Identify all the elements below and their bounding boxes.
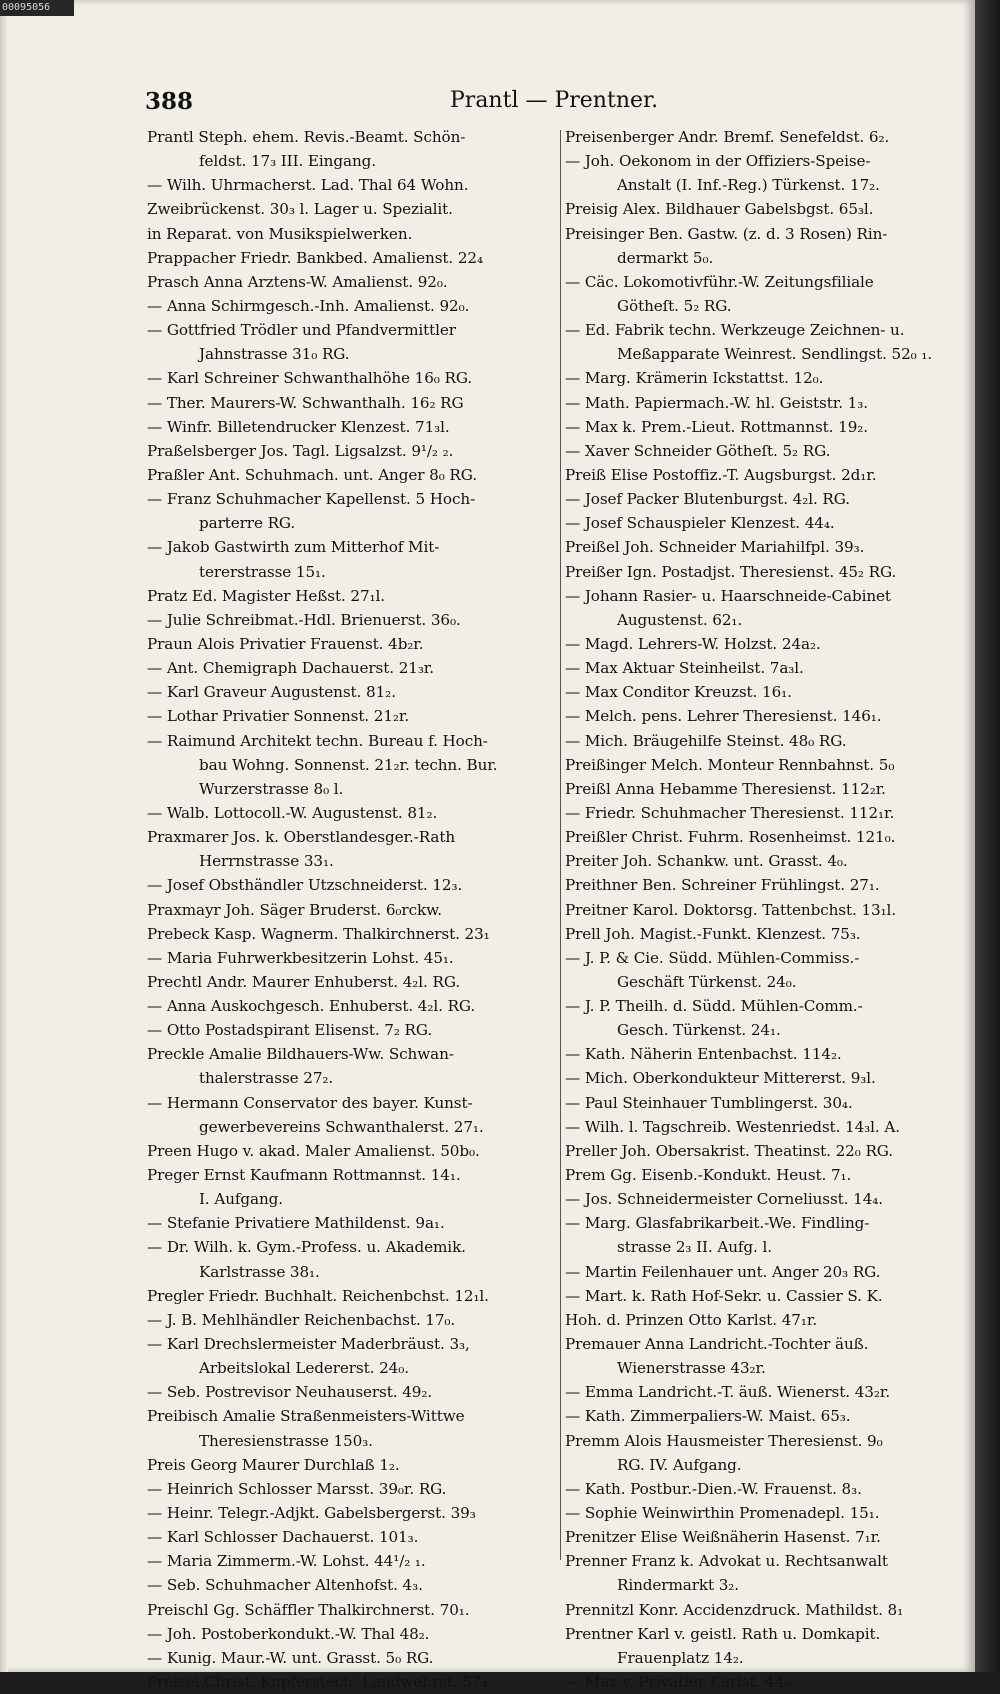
directory-entry-line: Preithner Ben. Schreiner Frühlingst. 27₁. xyxy=(565,876,880,895)
directory-entry-line: — Walb. Lottocoll.-W. Augustenst. 81₂. xyxy=(147,803,438,822)
directory-entry-line: — Wilh. Uhrmacherst. Lad. Thal 64 Wohn. xyxy=(147,176,469,195)
directory-entry-line: Praun Alois Privatier Frauenst. 4b₂r. xyxy=(147,634,424,653)
directory-entry-line: Preckle Amalie Bildhauers-Ww. Schwan- xyxy=(147,1045,454,1064)
directory-entry-line: Prentner Karl v. geistl. Rath u. Domkapit. xyxy=(565,1624,881,1643)
directory-entry-line: — Seb. Schuhmacher Altenhofst. 4₃. xyxy=(147,1576,423,1595)
directory-entry-line: Preisig Alex. Bildhauer Gabelsbgst. 65₃l. xyxy=(565,200,874,219)
directory-entry-line: — Winfr. Billetendrucker Klenzest. 71₃l. xyxy=(147,417,450,436)
directory-entry-line: Preger Ernst Kaufmann Rottmannst. 14₁. xyxy=(147,1166,461,1185)
directory-entry-line: — Heinr. Telegr.-Adjkt. Gabelsbergerst. 39₃ xyxy=(147,1504,476,1523)
directory-entry-line: — Jos. Schneidermeister Corneliusst. 14₄. xyxy=(565,1190,883,1209)
running-title: Prantl — Prentner. xyxy=(450,88,659,113)
directory-entry-line: Pratz Ed. Magister Heßst. 27₁l. xyxy=(147,586,386,605)
directory-entry-line: — Magd. Lehrers-W. Holzst. 24a₂. xyxy=(565,634,821,653)
directory-entry-line: — Emma Landricht.-T. äuß. Wienerst. 43₂r. xyxy=(565,1383,891,1402)
directory-entry-line: Preisinger Ben. Gastw. (z. d. 3 Rosen) Rin- xyxy=(565,224,888,243)
directory-entry-line: Prem Gg. Eisenb.-Kondukt. Heust. 7₁. xyxy=(565,1166,852,1185)
directory-entry-line: Zweibrückenst. 30₃ l. Lager u. Spezialit. xyxy=(147,200,453,219)
directory-entry-line: — Mart. k. Rath Hof-Sekr. u. Cassier S. K. xyxy=(565,1286,883,1305)
directory-entry-line: — J. P. & Cie. Südd. Mühlen-Commiss.- xyxy=(565,948,860,967)
directory-entry-line: Prantl Steph. ehem. Revis.-Beamt. Schön- xyxy=(147,128,466,146)
directory-entry-line: — Ed. Fabrik techn. Werkzeuge Zeichnen- u. xyxy=(565,321,905,340)
scan-border xyxy=(975,0,1000,1672)
directory-entry-line: — Ther. Maurers-W. Schwanthalh. 16₂ RG xyxy=(147,393,464,412)
directory-entry-line: Prennitzl Konr. Accidenzdruck. Mathildst. 8₁ xyxy=(565,1600,904,1619)
directory-entry-line: Karlstrasse 38₁. xyxy=(199,1262,320,1281)
directory-entry-line: — Seb. Postrevisor Neuhauserst. 49₂. xyxy=(147,1383,433,1402)
directory-entry-line: bau Wohng. Sonnenst. 21₂r. techn. Bur. xyxy=(199,755,498,774)
directory-entry-line: Herrnstrasse 33₁. xyxy=(199,852,334,871)
directory-entry-line: — Karl Drechslermeister Maderbräust. 3₃, xyxy=(147,1335,470,1354)
directory-entry-line: — Josef Schauspieler Klenzest. 44₄. xyxy=(565,514,835,533)
directory-entry-line: Gesch. Türkenst. 24₁. xyxy=(617,1021,781,1040)
directory-entry-line: Prebeck Kasp. Wagnerm. Thalkirchnerst. 23₁ xyxy=(147,924,490,943)
directory-entry-line: — Joh. Postoberkondukt.-W. Thal 48₂. xyxy=(147,1624,430,1643)
directory-entry-line: Preißer Ign. Postadjst. Theresienst. 45₂ RG. xyxy=(565,562,897,581)
directory-entry-line: Preis Georg Maurer Durchlaß 1₂. xyxy=(147,1455,400,1474)
directory-entry-line: tererstrasse 15₁. xyxy=(199,562,326,581)
directory-entry-line: — Mich. Bräugehilfe Steinst. 48₀ RG. xyxy=(565,731,847,750)
directory-entry-line: — Wilh. l. Tagschreib. Westenriedst. 14₃l. A. xyxy=(565,1117,900,1136)
directory-entry-line: — Otto Postadspirant Elisenst. 7₂ RG. xyxy=(147,1021,433,1040)
directory-entry-line: — Josef Packer Blutenburgst. 4₂l. RG. xyxy=(565,490,850,509)
page-edge xyxy=(0,0,8,1672)
directory-entry-line: — Cäc. Lokomotivführ.-W. Zeitungsfiliale xyxy=(565,272,874,291)
directory-entry-line: — Johann Rasier- u. Haarschneide-Cabinet xyxy=(565,586,891,605)
directory-entry-line: Praxmayr Joh. Säger Bruderst. 6₀rckw. xyxy=(147,900,442,919)
directory-entry-line: — Kath. Postbur.-Dien.-W. Frauenst. 8₃. xyxy=(565,1479,862,1498)
directory-entry-line: Preen Hugo v. akad. Maler Amalienst. 50b₀. xyxy=(147,1141,480,1160)
directory-entry-line: — Maria Zimmerm.-W. Lohst. 44¹/₂ ₁. xyxy=(147,1552,426,1571)
directory-entry-line: — Franz Schuhmacher Kapellenst. 5 Hoch- xyxy=(147,490,476,509)
directory-entry-line: — J. B. Mehlhändler Reichenbachst. 17₀. xyxy=(147,1310,456,1329)
page-header xyxy=(145,88,845,120)
directory-entry-line: Hoh. d. Prinzen Otto Karlst. 47₁r. xyxy=(565,1310,818,1329)
directory-entry-line: — Max v. Privatier Karlst. 44₀. xyxy=(565,1673,795,1691)
directory-entry-line: — Max Conditor Kreuzst. 16₁. xyxy=(565,683,792,702)
directory-entry-line: I. Aufgang. xyxy=(199,1190,284,1209)
directory-entry-line: Prenitzer Elise Weißnäherin Hasenst. 7₁r. xyxy=(565,1528,881,1547)
directory-entry-line: RG. IV. Aufgang. xyxy=(617,1455,742,1474)
directory-entry-line: feldst. 17₃ III. Eingang. xyxy=(199,152,376,171)
directory-entry-line: — Lothar Privatier Sonnenst. 21₂r. xyxy=(147,707,410,726)
directory-entry-line: — Ant. Chemigraph Dachauerst. 21₃r. xyxy=(147,659,435,678)
left-column xyxy=(147,125,555,1691)
directory-entry-line: — Kath. Näherin Entenbachst. 114₂. xyxy=(565,1045,842,1064)
directory-entry-line: Rindermarkt 3₂. xyxy=(617,1576,739,1595)
directory-entry-line: — Marg. Glasfabrikarbeit.-We. Findling- xyxy=(565,1214,870,1233)
directory-entry-line: — Max Aktuar Steinheilst. 7a₃l. xyxy=(565,659,804,678)
directory-entry-line: — J. P. Theilh. d. Südd. Mühlen-Comm.- xyxy=(565,997,863,1016)
directory-entry-line: Theresienstrasse 150₃. xyxy=(199,1431,373,1450)
directory-entry-line: — Karl Graveur Augustenst. 81₂. xyxy=(147,683,396,702)
directory-entry-line: — Mich. Oberkondukteur Mittererst. 9₃l. xyxy=(565,1069,876,1088)
directory-entry-line: Arbeitslokal Ledererst. 24₀. xyxy=(199,1359,409,1378)
directory-entry-line: Preißler Christ. Fuhrm. Rosenheimst. 121₀. xyxy=(565,828,896,847)
directory-entry-line: — Josef Obsthändler Utzschneiderst. 12₃. xyxy=(147,876,463,895)
column-divider xyxy=(560,130,561,1560)
directory-entry-line: — Math. Papiermach.-W. hl. Geiststr. 1₃. xyxy=(565,393,868,412)
directory-entry-line: Premauer Anna Landricht.-Tochter äuß. xyxy=(565,1335,869,1354)
directory-entry-line: Wienerstrasse 43₂r. xyxy=(617,1359,766,1378)
directory-entry-line: — Martin Feilenhauer unt. Anger 20₃ RG. xyxy=(565,1262,881,1281)
directory-entry-line: Praßelsberger Jos. Tagl. Ligsalzst. 9¹/₂ ₂. xyxy=(147,441,454,460)
directory-entry-line: — Paul Steinhauer Tumblingerst. 30₄. xyxy=(565,1093,853,1112)
directory-entry-line: Preißinger Melch. Monteur Rennbahnst. 5₀ xyxy=(565,755,895,774)
directory-entry-line: — Heinrich Schlosser Marsst. 39₀r. RG. xyxy=(147,1479,447,1498)
directory-entry-line: — Anna Schirmgesch.-Inh. Amalienst. 92₀. xyxy=(147,296,470,315)
directory-entry-line: Jahnstrasse 31₀ RG. xyxy=(199,345,350,364)
directory-entry-line: — Gottfried Trödler und Pfandvermittler xyxy=(147,321,456,340)
directory-entry-line: — Joh. Oekonom in der Offiziers-Speise- xyxy=(565,152,871,171)
directory-entry-line: — Sophie Weinwirthin Promenadepl. 15₁. xyxy=(565,1504,880,1523)
directory-entry-line: Wurzerstrasse 8₀ l. xyxy=(199,779,344,798)
page-number: 388 xyxy=(145,88,194,115)
directory-entry-line: strasse 2₃ II. Aufg. l. xyxy=(617,1238,772,1257)
directory-entry-line: Prenner Franz k. Advokat u. Rechtsanwalt xyxy=(565,1552,888,1571)
directory-entry-line: Prechtl Andr. Maurer Enhuberst. 4₂l. RG. xyxy=(147,972,461,991)
directory-entry-line: — Raimund Architekt techn. Bureau f. Hoch- xyxy=(147,731,488,750)
directory-entry-line: parterre RG. xyxy=(199,514,296,533)
directory-entry-line: — Maria Fuhrwerkbesitzerin Lohst. 45₁. xyxy=(147,948,454,967)
directory-entry-line: — Melch. pens. Lehrer Theresienst. 146₁. xyxy=(565,707,882,726)
directory-entry-line: in Reparat. von Musikspielwerken. xyxy=(147,224,413,243)
directory-entry-line: Geschäft Türkenst. 24₀. xyxy=(617,972,797,991)
directory-entry-line: Praßler Ant. Schuhmach. unt. Anger 8₀ RG. xyxy=(147,465,477,484)
directory-entry-line: — Kath. Zimmerpaliers-W. Maist. 65₃. xyxy=(565,1407,851,1426)
directory-entry-line: Prasch Anna Arztens-W. Amalienst. 92₀. xyxy=(147,272,448,291)
directory-entry-line: Götheſt. 5₂ RG. xyxy=(617,296,732,315)
scan-label: 00095056 xyxy=(0,0,74,16)
directory-entry-line: — Jakob Gastwirth zum Mitterhof Mit- xyxy=(147,538,440,557)
directory-entry-line: Preisenberger Andr. Bremf. Senefeldst. 6₂. xyxy=(565,128,890,146)
directory-entry-line: Preiter Joh. Schankw. unt. Grasst. 4₀. xyxy=(565,852,848,871)
directory-entry-line: Preißel Joh. Schneider Mariahilfpl. 39₃. xyxy=(565,538,865,557)
directory-entry-line: — Stefanie Privatiere Mathildenst. 9a₁. xyxy=(147,1214,445,1233)
right-column xyxy=(565,125,970,1691)
directory-entry-line: Meßapparate Weinrest. Sendlingst. 52₀ ₁. xyxy=(617,345,933,364)
directory-entry-line: Anstalt (I. Inf.-Reg.) Türkenst. 17₂. xyxy=(617,176,880,195)
directory-entry-line: Preiß Elise Postoffiz.-T. Augsburgst. 2d₁r. xyxy=(565,465,877,484)
directory-entry-line: — Friedr. Schuhmacher Theresienst. 112₁r. xyxy=(565,803,895,822)
directory-entry-line: Preisel Christ. Kupferstech. Landwehrst. 57₄. xyxy=(147,1673,493,1691)
directory-entry-line: Premm Alois Hausmeister Theresienst. 9₀ xyxy=(565,1431,883,1450)
directory-entry-line: Frauenplatz 14₂. xyxy=(617,1648,744,1667)
directory-entry-line: — Karl Schreiner Schwanthalhöhe 16₀ RG. xyxy=(147,369,473,388)
directory-entry-line: — Hermann Conservator des bayer. Kunst- xyxy=(147,1093,473,1112)
directory-entry-line: — Max k. Prem.-Lieut. Rottmannst. 19₂. xyxy=(565,417,868,436)
directory-entry-line: Preitner Karol. Doktorsg. Tattenbchst. 13₁l. xyxy=(565,900,897,919)
directory-entry-line: Preischl Gg. Schäffler Thalkirchnerst. 70₁. xyxy=(147,1600,470,1619)
directory-entry-line: — Julie Schreibmat.-Hdl. Brienuerst. 36₀. xyxy=(147,610,461,629)
directory-entry-line: Preißl Anna Hebamme Theresienst. 112₂r. xyxy=(565,779,886,798)
directory-entry-line: — Kunig. Maur.-W. unt. Grasst. 5₀ RG. xyxy=(147,1648,434,1667)
directory-entry-line: — Marg. Krämerin Ickstattst. 12₀. xyxy=(565,369,824,388)
directory-entry-line: dermarkt 5₀. xyxy=(617,248,714,267)
directory-entry-line: — Anna Auskochgesch. Enhuberst. 4₂l. RG. xyxy=(147,997,476,1016)
directory-entry-line: — Xaver Schneider Götheſt. 5₂ RG. xyxy=(565,441,831,460)
directory-entry-line: thalerstrasse 27₂. xyxy=(199,1069,334,1088)
directory-entry-line: Praxmarer Jos. k. Oberstlandesger.-Rath xyxy=(147,828,456,847)
directory-entry-line: Prell Joh. Magist.-Funkt. Klenzest. 75₃. xyxy=(565,924,861,943)
directory-entry-line: Prappacher Friedr. Bankbed. Amalienst. 22₄ xyxy=(147,248,483,267)
directory-entry-line: Augustenst. 62₁. xyxy=(617,610,743,629)
directory-entry-line: Pregler Friedr. Buchhalt. Reichenbchst. 12₁l. xyxy=(147,1286,489,1305)
directory-entry-line: gewerbevereins Schwanthalerst. 27₁. xyxy=(199,1117,484,1136)
directory-entry-line: Preller Joh. Obersakrist. Theatinst. 22₀ RG. xyxy=(565,1141,894,1160)
directory-entry-line: — Dr. Wilh. k. Gym.-Profess. u. Akademik. xyxy=(147,1238,466,1257)
directory-entry-line: Preibisch Amalie Straßenmeisters-Wittwe xyxy=(147,1407,465,1426)
directory-entry-line: — Karl Schlosser Dachauerst. 101₃. xyxy=(147,1528,419,1547)
